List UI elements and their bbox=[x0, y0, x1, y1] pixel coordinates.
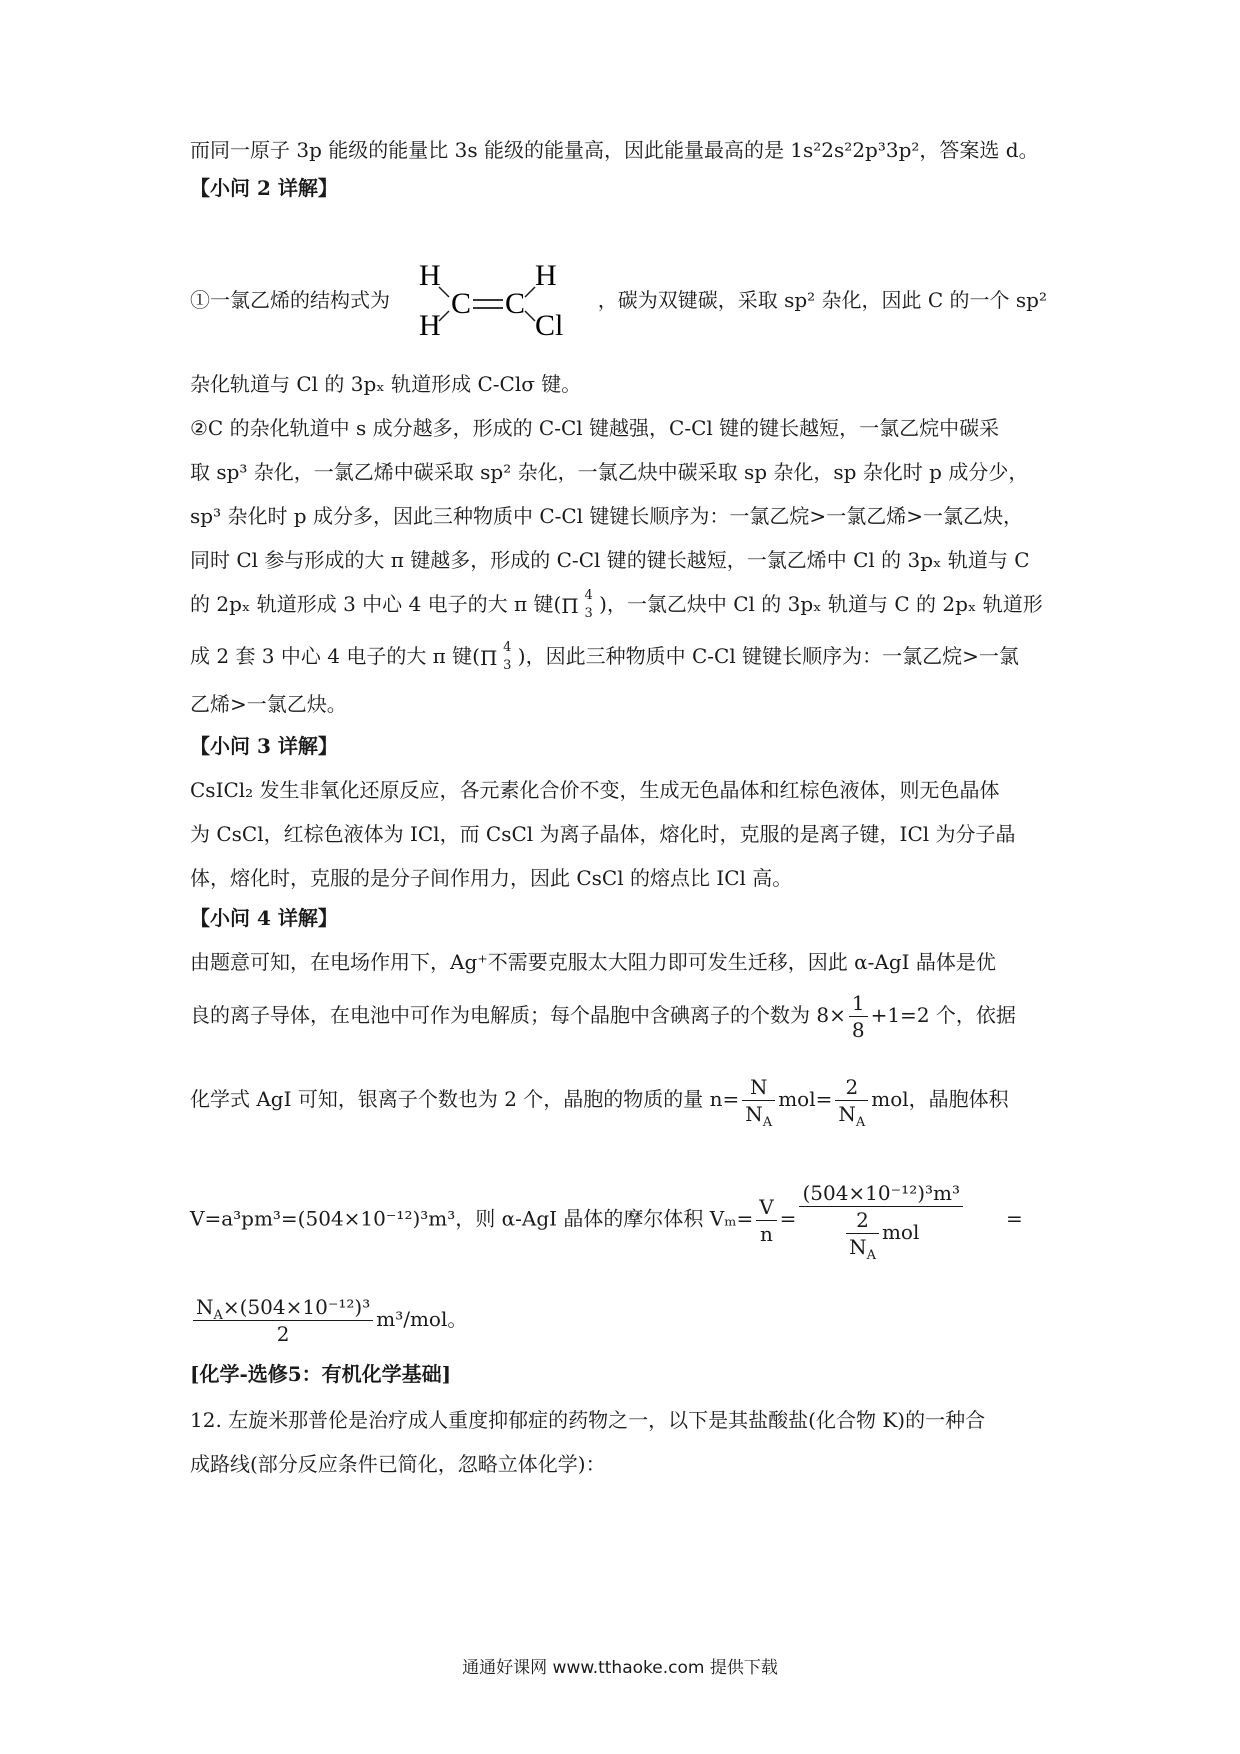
fraction-v-over-n bbox=[756, 1194, 776, 1247]
atom-cl: Cl bbox=[535, 309, 564, 342]
fraction-denominator bbox=[799, 1207, 963, 1263]
fraction-denominator: 8 bbox=[851, 1018, 865, 1042]
page-footer: 通通好课网 www.tthaoke.com 提供下载 bbox=[462, 1658, 778, 1678]
text-fragment: 成 2 套 3 中心 4 电子的大 π 键( bbox=[190, 644, 480, 668]
atom-c: C bbox=[505, 287, 526, 320]
subsection-heading: 【小问 3 详解】 bbox=[190, 734, 338, 758]
pi-letter: Π bbox=[479, 645, 498, 670]
fraction-numerator: 1 bbox=[849, 990, 868, 1017]
fraction-numerator: 2 bbox=[835, 1074, 868, 1101]
text-fragment: = bbox=[779, 1206, 797, 1231]
text-line: 而同一原子 3p 能级的能量比 3s 能级的能量高，因此能量最高的是 1s²2s²2p³3p²，答案选 d。 bbox=[190, 138, 1039, 162]
pi-electrons: 4 bbox=[503, 639, 512, 655]
text-line bbox=[190, 990, 1070, 1043]
fraction-2-over-na bbox=[835, 1074, 868, 1130]
text-line bbox=[190, 639, 1070, 673]
fraction-numerator: 2 bbox=[846, 1207, 879, 1234]
text-line: 杂化轨道与 Cl 的 3pₓ 轨道形成 C-Clσ 键。 bbox=[190, 372, 582, 396]
text-line bbox=[190, 1180, 1070, 1263]
unit-text: mol bbox=[881, 1220, 920, 1244]
subsection-heading: 【小问 2 详解】 bbox=[190, 176, 338, 200]
fraction-denominator: $N_A$ bbox=[849, 1235, 876, 1263]
text-line: sp³ 杂化时 p 成分多，因此三种物质中 C-Cl 键键长顺序为：一氯乙烷>一氯乙烯>一氯乙炔， bbox=[190, 504, 1023, 528]
question-text: 成路线(部分反应条件已简化，忽略立体化学)： bbox=[190, 1452, 606, 1476]
text-line bbox=[190, 288, 1070, 312]
pi-bond-symbol bbox=[561, 587, 593, 621]
text-fragment: ，碳为双键碳，采取 sp² 杂化，因此 C 的一个 sp² bbox=[597, 288, 1047, 312]
fraction-final-result bbox=[193, 1294, 373, 1347]
pi-letter: Π bbox=[561, 593, 579, 618]
fraction-numerator: (504×10⁻¹²)³m³ bbox=[799, 1180, 963, 1207]
atom-h: H bbox=[419, 309, 441, 342]
fraction-one-eighth bbox=[849, 990, 868, 1043]
fraction-molar-volume bbox=[799, 1180, 963, 1263]
text-fragment: ①一氯乙烯的结构式为 bbox=[190, 288, 390, 312]
text-fragment: mol= bbox=[778, 1087, 833, 1111]
fraction-2-over-na bbox=[846, 1207, 879, 1263]
fraction-numerator: N bbox=[742, 1074, 775, 1101]
section-heading: [化学-选修5：有机化学基础] bbox=[190, 1362, 452, 1386]
pi-bond-symbol bbox=[479, 639, 512, 673]
text-line: 体，熔化时，克服的是分子间作用力，因此 CsCl 的熔点比 ICl 高。 bbox=[190, 866, 793, 890]
text-line: 同时 Cl 参与形成的大 π 键越多，形成的 C-Cl 键的键长越短，一氯乙烯中 Cl 的 3pₓ 轨道与 C bbox=[190, 548, 1030, 572]
fraction-denominator: $N_A$ bbox=[838, 1102, 866, 1130]
text-fragment: = bbox=[1006, 1206, 1023, 1231]
text-fragment: 化学式 AgI 可知，银离子个数也为 2 个，晶胞的物质的量 n= bbox=[190, 1087, 740, 1111]
text-line: 为 CsCl，红棕色液体为 ICl，而 CsCl 为离子晶体，熔化时，克服的是离子键，ICl 为分子晶 bbox=[190, 822, 1016, 846]
text-line: 取 sp³ 杂化，一氯乙烯中碳采取 sp² 杂化，一氯乙炔中碳采取 sp 杂化，sp 杂化时 p 成分少， bbox=[190, 460, 1029, 484]
fraction-n-over-na bbox=[742, 1074, 775, 1130]
text-fragment: mol，晶胞体积 bbox=[871, 1087, 1009, 1111]
fraction-denominator: n bbox=[760, 1221, 773, 1246]
fraction-numerator: $N_A\times(504\times 10^{-12})^3$ bbox=[193, 1294, 373, 1321]
fraction-denominator: 2 bbox=[276, 1322, 290, 1346]
atom-h: H bbox=[535, 259, 557, 292]
text-line bbox=[190, 587, 1070, 621]
text-line: CsICl₂ 发生非氧化还原反应，各元素化合价不变，生成无色晶体和红棕色液体，则无色晶体 bbox=[190, 778, 1000, 802]
fraction-denominator: $N_A$ bbox=[745, 1102, 773, 1130]
atom-c: C bbox=[451, 287, 472, 320]
text-fragment: 良的离子导体，在电池中可作为电解质；每个晶胞中含碘离子的个数为 8× bbox=[190, 1003, 846, 1027]
pi-electrons: 4 bbox=[584, 587, 593, 603]
subsection-heading: 【小问 4 详解】 bbox=[190, 906, 338, 930]
text-fragment: m³/mol。 bbox=[376, 1307, 468, 1331]
text-fragment: )，因此三种物质中 C-Cl 键键长顺序为：一氯乙烷>一氯 bbox=[511, 644, 1019, 668]
text-line: ②C 的杂化轨道中 s 成分越多，形成的 C-Cl 键越强，C-Cl 键的键长越短，一氯乙烷中碳采 bbox=[190, 416, 1000, 440]
text-fragment: 的 2pₓ 轨道形成 3 中心 4 电子的大 π 键( bbox=[190, 592, 562, 616]
text-line: 由题意可知，在电场作用下，Ag⁺不需要克服太大阻力即可发生迁移，因此 α-AgI 晶体是优 bbox=[190, 950, 996, 974]
pi-centers: 3 bbox=[584, 605, 593, 621]
text-fragment: V=a³pm³=(504×10⁻¹²)³m³，则 α-AgI 晶体的摩尔体积 Vₘ= bbox=[190, 1206, 754, 1231]
text-line bbox=[190, 1294, 1070, 1347]
atom-h: H bbox=[419, 259, 441, 292]
text-line bbox=[190, 1074, 1070, 1130]
text-line: 乙烯>一氯乙炔。 bbox=[190, 692, 347, 716]
text-fragment: )，一氯乙炔中 Cl 的 3pₓ 轨道与 C 的 2pₓ 轨道形 bbox=[592, 592, 1043, 616]
pi-centers: 3 bbox=[503, 657, 512, 673]
fraction-numerator: V bbox=[756, 1194, 776, 1221]
text-fragment: +1=2 个，依据 bbox=[870, 1003, 1016, 1027]
question-text: 12. 左旋米那普伦是治疗成人重度抑郁症的药物之一，以下是其盐酸盐(化合物 K)的一种合 bbox=[190, 1408, 986, 1432]
vinyl-chloride-structure bbox=[415, 255, 615, 345]
